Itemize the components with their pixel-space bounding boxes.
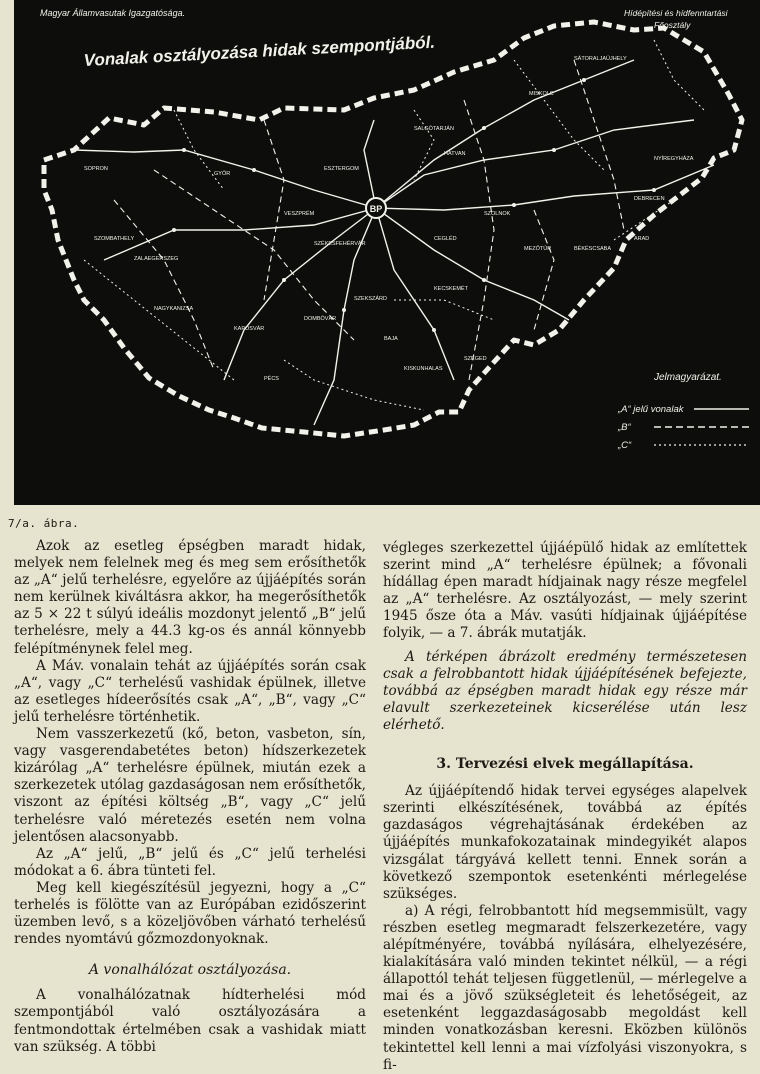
text-column-right — [383, 540, 747, 1074]
city-label: BAJA — [384, 336, 398, 342]
legend-item-b-label: „B“ — [618, 422, 631, 433]
city-label: BÉKÉSCSABA — [574, 246, 611, 252]
city-label: ZALAEGERSZEG — [134, 256, 179, 262]
city-label: PÉCS — [264, 376, 279, 382]
paragraph: Azok az esetleg épségben maradt hidak, melyek nem felelnek meg és meg sem erősíthetők az „A“ jelű terhelésre, egyelőre az újjáépítés során nem kerülnek kiváltásra akkor, ha megerősíthetők az 5 × 22 t súlyú ideális mozdonyt jelentő „B“ jelű terhelésre, mely a 44.3 kg-os és annál könnyebb felépítménynek felel meg. — [14, 538, 366, 657]
text-column-left — [14, 538, 366, 1056]
city-label: SZOMBATHELY — [94, 236, 135, 242]
legend-item-a-label: „A“ jelű vonalak — [618, 404, 684, 415]
city-label: VESZPRÉM — [284, 211, 315, 217]
city-label: MEZŐTÚR — [524, 246, 552, 252]
section-heading: 3. Tervezési elvek megállapítása. — [436, 756, 694, 773]
paragraph: a) A régi, felrobbantott híd megsemmisült, vagy részben esetleg megmaradt felszerkezetére, vagy alépítményére, továbbá nyílására, elhelyezésére, kialakítására való minden tekintet nélkül, — a régi állapottól tehát teljesen függetlenül, — mérlegelve a mai és a jövő szükségleteit és lehetőségeit, az esetenként leggazdaságosabb megoldást kell minden vonatkozásban keresni. Eközben különös tekintettel kell lenni a mai vízfolyási viszonyokra, s fi- — [383, 902, 747, 1073]
map-agency: Magyar Államvasutak Igazgatósága. — [40, 8, 186, 18]
city-label: DEBRECEN — [634, 196, 665, 202]
city-label: CEGLÉD — [434, 236, 457, 242]
paragraph: A Máv. vonalain tehát az újjáépítés során csak „A“, vagy „C“ terhelésű vashidak épülnek, illetve az esetleges hídeerősítés csak „A“, „B“, vagy „C“ jelű terhelésre történhetik. — [14, 657, 366, 725]
city-label: KECSKEMÉT — [434, 286, 468, 292]
paragraph: Nem vasszerkezetű (kő, beton, vasbeton, sín, vagy vasgerendabetétes beton) hídszerkezetek kizárólag „A“ terhelésre épülnek, miután ezek a szerkezetek utólag gazdaságosan nem erősíthetők, viszont az építési költség „B“, vagy „C“ jelű terhelésre való méretezés esetén nem volna jelentősen alacsonyabb. — [14, 726, 366, 845]
legend-item-c-label: „C“ — [618, 440, 632, 451]
map-department-line2: Főosztály — [654, 20, 691, 30]
city-label: GYŐR — [214, 171, 231, 177]
city-label: KAPOSVÁR — [234, 326, 265, 332]
city-label: SALGÓTARJÁN — [414, 126, 454, 132]
city-label: SZEKSZÁRD — [354, 296, 388, 302]
paragraph: végleges szerkezettel újjáépülő hidak az említettek szerint mind „A“ terhelésre épülnek; a fővonali hídállag épen maradt hídjainak nagy része megfelel az „A“ terhelésre. Az osztályozást, — mely szerint 1945 ősze óta a Máv. vasúti hídjainak újjáépítése folyik, — a 7. ábrák mutatják. — [383, 540, 747, 642]
railway-map — [14, 0, 760, 505]
city-label: KISKUNHALAS — [404, 366, 443, 372]
city-label: SÁTORALJAÚJHELY — [574, 56, 627, 62]
city-label: ESZTERGOM — [324, 166, 359, 172]
paragraph-italic: A térképen ábrázolt eredmény természetesen csak a felrobbantott hidak újjáépítésének befejezte, továbbá az épségben maradt hidak egy része már elavult szerkezeteinek kicserélése után lesz elérhető. — [383, 648, 747, 733]
city-label: NYÍREGYHÁZA — [654, 156, 694, 162]
city-label: SZÉKESFEHÉRVÁR — [314, 241, 366, 247]
city-label: NAGYKANIZSA — [154, 306, 194, 312]
legend-title: Jelmagyarázat. — [654, 372, 722, 383]
paragraph: A vonalhálózatnak hídterhelési mód szempontjából való osztályozására a fentmondottak értelmében csak a vashidak miatt van szükség. A többi — [14, 987, 366, 1055]
city-label: ARAD — [634, 236, 650, 242]
budapest-hub-label: BP — [369, 204, 383, 214]
paragraph: Az újjáépítendő hidak tervei egységes alapelvek szerinti elkészítésének, továbbá az építés gazdaságos végrehajtásának érdekében az újjáépítés munkafokozatainak mindegyikét alapos vizsgálat tárgyává kellett tenni. Ennek során a következő szempontok esetenkénti mérlegelése szükséges. — [383, 783, 747, 902]
city-label: HATVAN — [444, 151, 466, 157]
paragraph: Meg kell kiegészítésül jegyezni, hogy a „C“ terhelés is fölötte van az Európában ezidőszerint üzemben levő, s a közeljövőben várható terhelésű rendes nyomtávú gőzmozdonyoknak. — [14, 879, 366, 948]
figure-caption: 7/a. ábra. — [8, 517, 80, 530]
map-title: Vonalak osztályozása hidak szempontjából. — [83, 32, 436, 70]
city-label: MISKOLC — [529, 91, 554, 97]
city-label: DOMBÓVÁR — [304, 316, 337, 322]
section-heading: A vonalhálózat osztályozása. — [88, 962, 292, 979]
map-department-line1: Hídépítési és hídfenntartási — [624, 8, 728, 18]
city-label: SZEGED — [464, 356, 487, 362]
city-label: SOPRON — [84, 166, 108, 172]
city-label: SZOLNOK — [484, 211, 511, 217]
paragraph: Az „A“ jelű, „B“ jelű és „C“ jelű terhelési módokat a 6. ábra tünteti fel. — [14, 845, 366, 879]
